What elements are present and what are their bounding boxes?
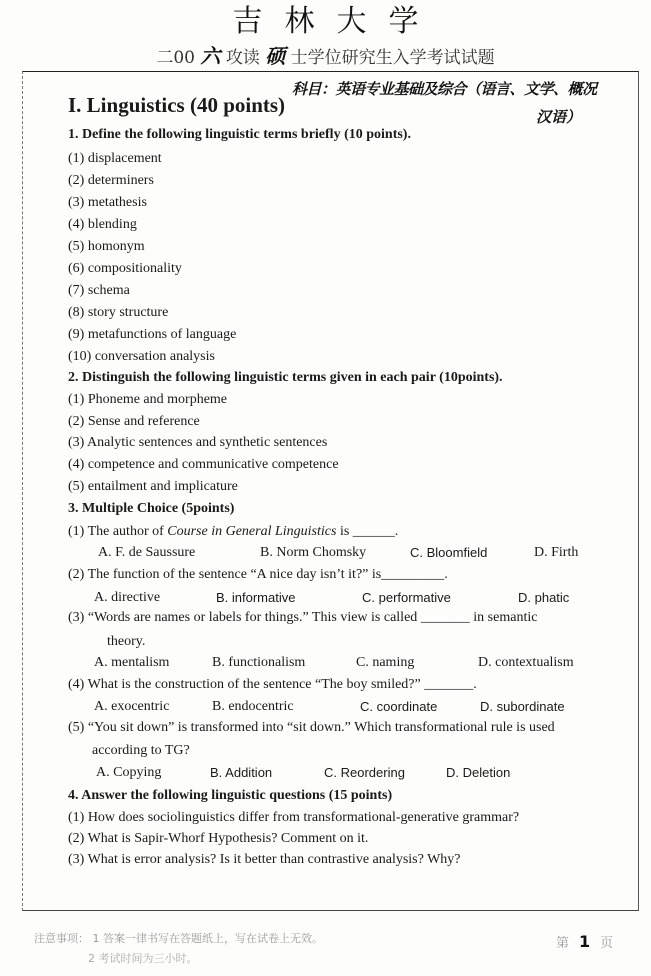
part1-item: (1) displacement xyxy=(68,151,162,166)
mc-option: D. contextualism xyxy=(478,655,574,670)
mc-option: A. Copying xyxy=(96,765,162,780)
page-number xyxy=(556,932,613,951)
footer-note-2: 2 考试时间为三小时。 xyxy=(88,952,198,965)
footer-notes xyxy=(34,930,323,946)
mc-option: C. Reordering xyxy=(324,765,405,780)
mc-options-1 xyxy=(98,545,618,563)
part2-item: (5) entailment and implicature xyxy=(68,479,238,494)
part1-item: (7) schema xyxy=(68,283,130,298)
section-title: I. Linguistics (40 points) xyxy=(68,93,286,117)
part1-item: (10) conversation analysis xyxy=(68,349,215,364)
mc-options-3 xyxy=(94,655,614,673)
mc-option: C. naming xyxy=(356,655,415,670)
mc-option: A. F. de Saussure xyxy=(98,545,196,560)
mc-option: B. Addition xyxy=(210,765,273,780)
exam-subtitle xyxy=(0,40,651,69)
mc-question-3: (3) “Words are names or labels for things.” This view is called _______ in semantic xyxy=(68,610,538,625)
mc-option: D. phatic xyxy=(518,590,570,605)
mc-option: C. coordinate xyxy=(360,699,438,714)
part2-item: (1) Phoneme and morpheme xyxy=(68,392,228,407)
mc-question-5-cont: according to TG? xyxy=(92,743,190,758)
part2-item: (3) Analytic sentences and synthetic sentences xyxy=(68,435,328,450)
mc-options-2 xyxy=(94,590,614,608)
mc-option: C. Bloomfield xyxy=(410,545,488,560)
mc-option: B. Norm Chomsky xyxy=(260,545,367,560)
mc-option: B. endocentric xyxy=(212,699,294,714)
mc-option: A. mentalism xyxy=(94,655,170,670)
mc-question-4: (4) What is the construction of the sentence “The boy smiled?” _______. xyxy=(68,677,477,692)
part1-item: (3) metathesis xyxy=(68,195,147,210)
part1-heading: 1. Define the following linguistic terms briefly (10 points). xyxy=(68,127,411,142)
part1-item: (6) compositionality xyxy=(68,261,182,276)
part4-item: (1) How does sociolinguistics differ from transformational-generative grammar? xyxy=(68,810,520,825)
part1-item: (4) blending xyxy=(68,217,137,232)
mc-question-1-prefix: (1) The author of xyxy=(68,524,168,539)
subtitle-mid: 攻读 xyxy=(225,48,260,68)
subtitle-suffix: 士学位研究生入学考试试题 xyxy=(290,48,495,68)
mc-option: B. informative xyxy=(216,590,296,605)
part4-heading: 4. Answer the following linguistic questions (15 points) xyxy=(68,788,393,803)
mc-option: C. performative xyxy=(362,590,451,605)
footer-note-1: 1 答案一律书写在答题纸上，写在试卷上无效。 xyxy=(92,932,323,945)
mc-question-2: (2) The function of the sentence “A nice day isn’t it?” is_________. xyxy=(68,567,448,582)
part3-heading: 3. Multiple Choice (5points) xyxy=(68,501,235,516)
mc-question-3-cont: theory. xyxy=(107,634,146,649)
part1-item: (5) homonym xyxy=(68,239,145,254)
mc-option: D. Deletion xyxy=(446,765,511,780)
handwritten-subject-note: 科目：英语专业基础及综合（语言、文学、概况 xyxy=(292,80,597,98)
university-title: 吉林大学 xyxy=(232,4,441,39)
handwritten-degree: 硕 xyxy=(265,44,286,68)
part2-item: (2) Sense and reference xyxy=(68,414,200,429)
footer-notes-label: 注意事项： xyxy=(34,932,89,945)
mc-question-1 xyxy=(68,524,398,540)
page-prefix: 第 xyxy=(556,936,570,951)
handwritten-year: 六 xyxy=(200,44,221,68)
part2-heading: 2. Distinguish the following linguistic terms given in each pair (10points). xyxy=(68,370,503,385)
part4-item: (2) What is Sapir-Whorf Hypothesis? Comment on it. xyxy=(68,831,369,846)
mc-option: D. subordinate xyxy=(480,699,565,714)
page-number-value: 1 xyxy=(579,932,591,951)
mc-question-1-suffix: is ______. xyxy=(336,524,399,539)
mc-option: D. Firth xyxy=(534,545,579,560)
part1-item: (2) determiners xyxy=(68,173,154,188)
part1-item: (9) metafunctions of language xyxy=(68,327,237,342)
subtitle-prefix: 二00 xyxy=(156,48,195,68)
book-title: Course in General Linguistics xyxy=(167,524,337,539)
mc-options-5 xyxy=(96,765,616,783)
part2-item: (4) competence and communicative competence xyxy=(68,457,339,472)
mc-options-4 xyxy=(94,699,614,717)
mc-question-5: (5) “You sit down” is transformed into “sit down.” Which transformational rule is used xyxy=(68,720,555,735)
page-suffix: 页 xyxy=(600,936,614,951)
part1-item: (8) story structure xyxy=(68,305,169,320)
mc-option: A. directive xyxy=(94,590,161,605)
part4-item: (3) What is error analysis? Is it better than contrastive analysis? Why? xyxy=(68,852,461,867)
mc-option: A. exocentric xyxy=(94,699,170,714)
handwritten-subject-note-cont: 汉语） xyxy=(536,108,582,126)
mc-option: B. functionalism xyxy=(212,655,306,670)
